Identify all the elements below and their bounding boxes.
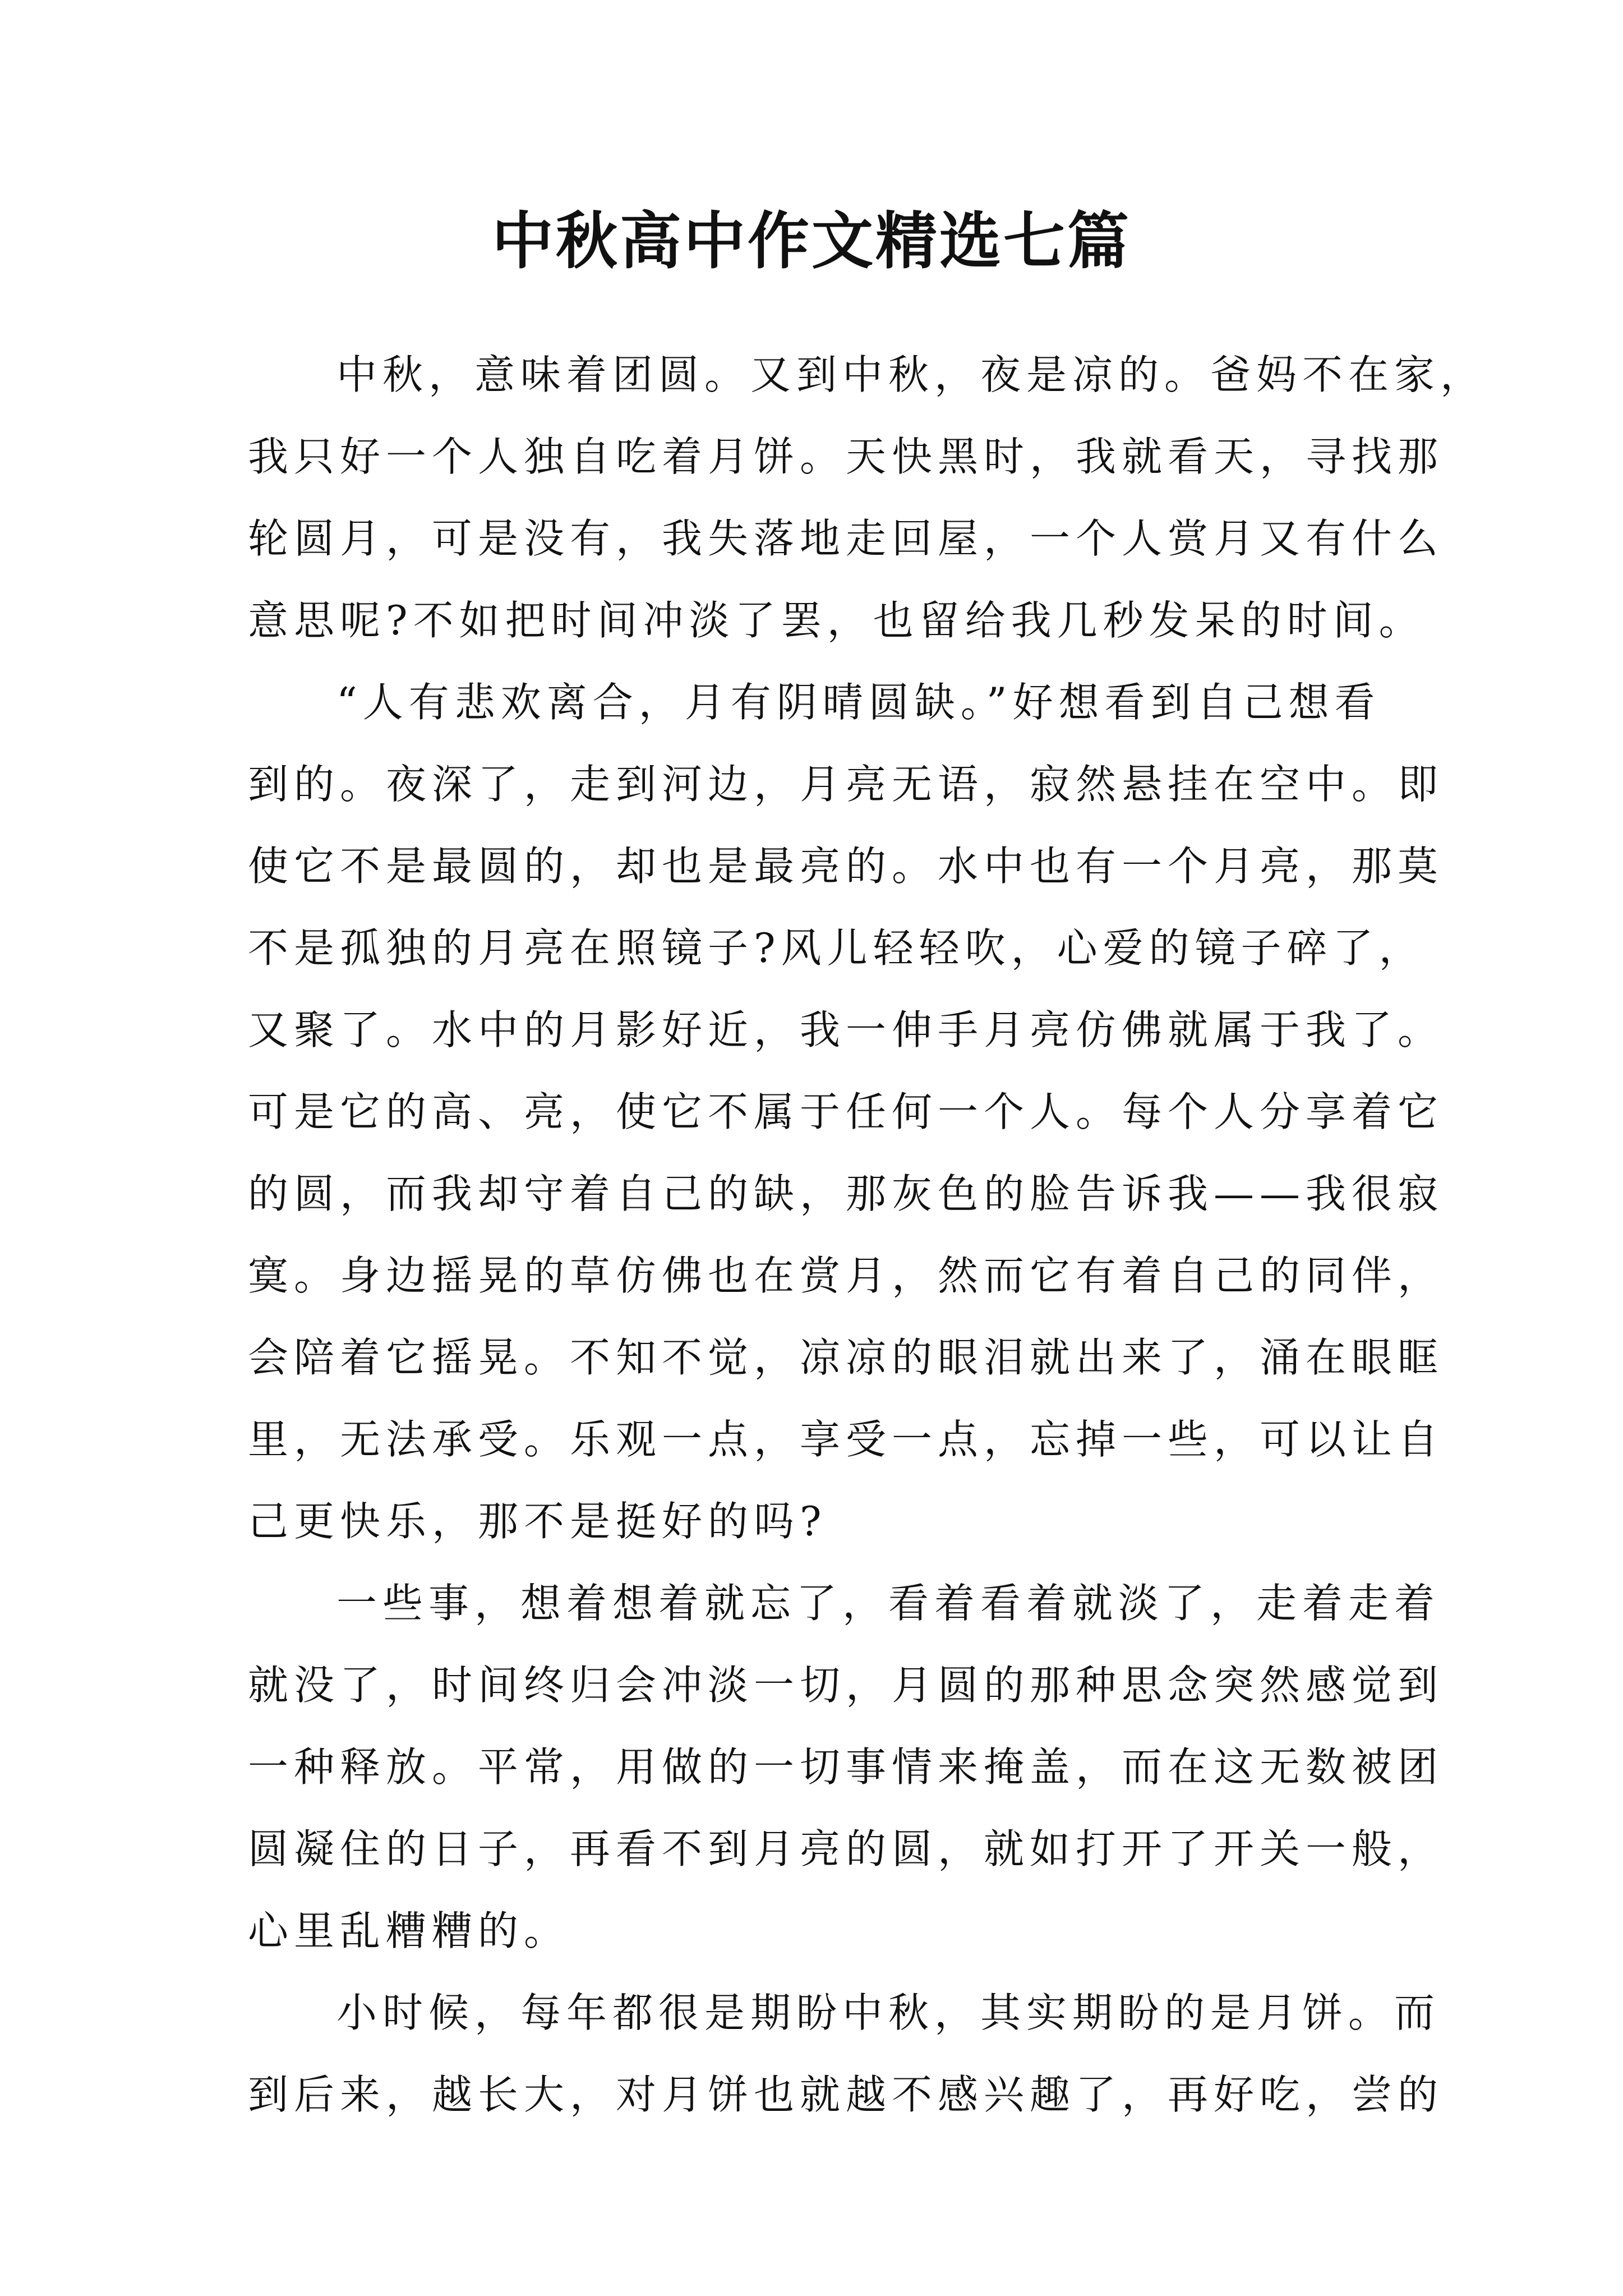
paragraph-4 bbox=[248, 1972, 1444, 2136]
text-line: 一种释放。平常，用做的一切事情来掩盖，而在这无数被团 bbox=[248, 1743, 1444, 1791]
text-line: 小时候，每年都很是期盼中秋，其实期盼的是月饼。而 bbox=[336, 1989, 1441, 2036]
paragraph-2 bbox=[248, 661, 1444, 1562]
paragraph-1 bbox=[248, 334, 1487, 661]
text-line: 一些事，想着想着就忘了，看着看着就淡了，走着走着 bbox=[336, 1580, 1441, 1627]
text-line: 到后来，越长大，对月饼也就越不感兴趣了，再好吃，尝的 bbox=[248, 2071, 1444, 2118]
text-line: 轮圆月，可是没有，我失落地走回屋，一个人赏月又有什么 bbox=[248, 515, 1444, 562]
text-line: 又聚了。水中的月影好近，我一伸手月亮仿佛就属于我了。 bbox=[248, 1006, 1444, 1053]
text-line: “人有悲欢离合，月有阴晴圆缺。”好想看到自己想看 bbox=[336, 679, 1381, 726]
text-line: 意思呢?不如把时间冲淡了罢，也留给我几秒发呆的时间。 bbox=[248, 597, 1425, 644]
text-line: 到的。夜深了，走到河边，月亮无语，寂然悬挂在空中。即 bbox=[248, 761, 1444, 808]
text-line: 使它不是最圆的，却也是最亮的。水中也有一个月亮，那莫 bbox=[248, 843, 1444, 890]
text-line: 圆凝住的日子，再看不到月亮的圆，就如打开了开关一般， bbox=[248, 1825, 1444, 1872]
document-body bbox=[248, 334, 1487, 2136]
text-line: 会陪着它摇晃。不知不觉，凉凉的眼泪就出来了，涌在眼眶 bbox=[248, 1334, 1444, 1381]
document-title: 中秋高中作文精选七篇 bbox=[492, 205, 1131, 277]
text-line: 己更快乐，那不是挺好的吗? bbox=[248, 1498, 827, 1545]
text-line: 里，无法承受。乐观一点，享受一点，忘掉一些，可以让自 bbox=[248, 1416, 1444, 1463]
text-line: 中秋，意味着团圆。又到中秋，夜是凉的。爸妈不在家， bbox=[336, 351, 1487, 398]
text-line: 的圆，而我却守着自己的缺，那灰色的脸告诉我——我很寂 bbox=[248, 1170, 1444, 1217]
text-line: 心里乱糟糟的。 bbox=[248, 1907, 570, 1954]
text-line: 我只好一个人独自吃着月饼。天快黑时，我就看天，寻找那 bbox=[248, 433, 1444, 480]
text-line: 不是孤独的月亮在照镜子?风儿轻轻吹，心爱的镜子碎了， bbox=[248, 924, 1425, 972]
text-line: 可是它的高、亮，使它不属于任何一个人。每个人分享着它 bbox=[248, 1088, 1444, 1135]
text-line: 就没了，时间终归会冲淡一切，月圆的那种思念突然感觉到 bbox=[248, 1662, 1444, 1709]
paragraph-3 bbox=[248, 1562, 1444, 1972]
text-line: 寞。身边摇晃的草仿佛也在赏月，然而它有着自己的同伴， bbox=[248, 1252, 1444, 1299]
